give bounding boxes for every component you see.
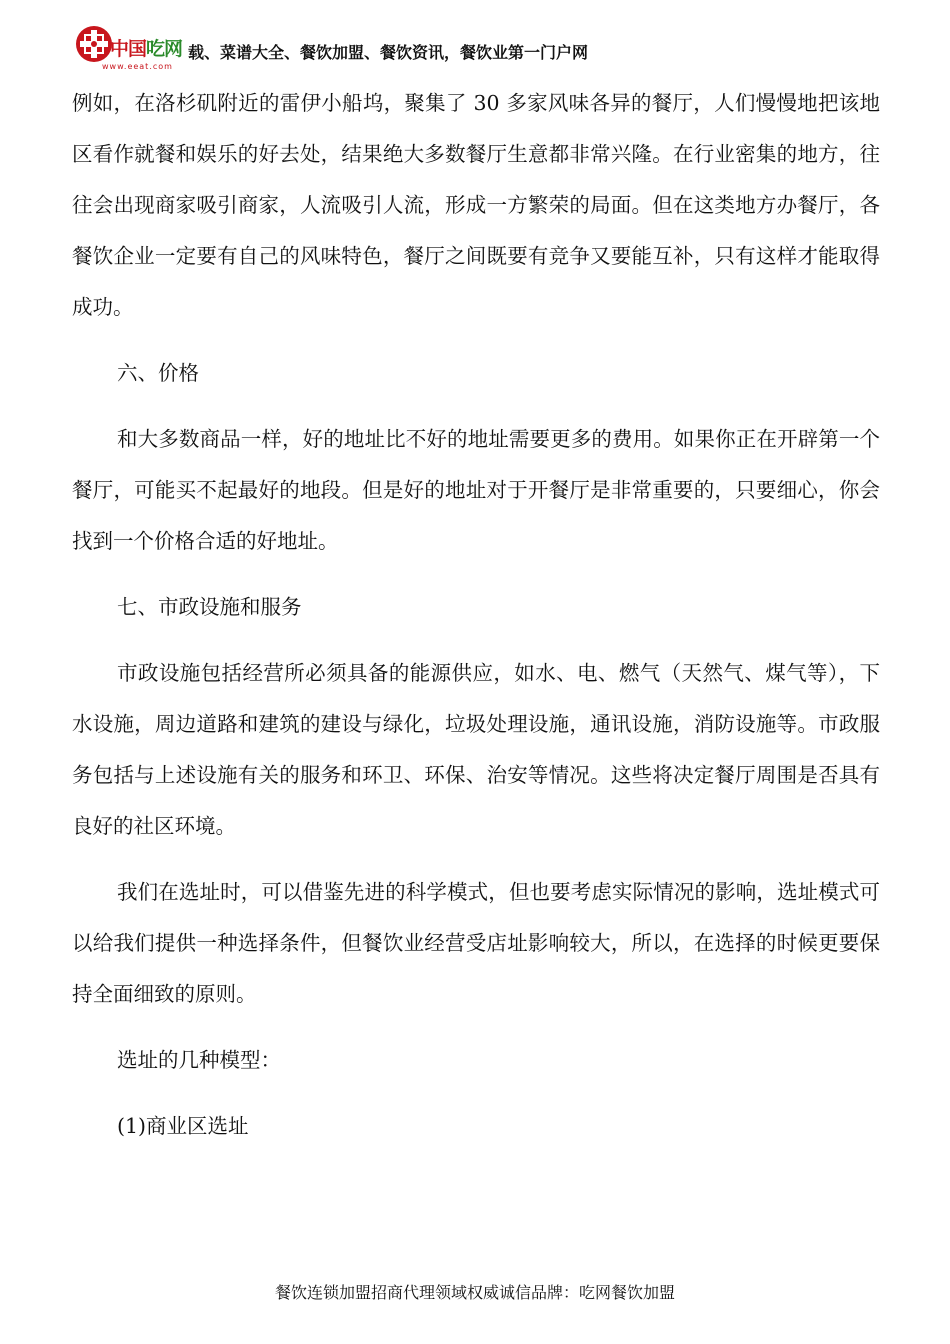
list-item-commercial-district: (1)商业区选址 [117,1114,249,1138]
logo-text-green: 吃网 [146,38,183,60]
paragraph-location-cluster: 例如，在洛杉矶附近的雷伊小船坞，聚集了 30 多家风味各异的餐厅，人们慢慢地把该地区看作就餐和娱乐的好去处，结果绝大多数餐厅生意都非常兴隆。在行业密集的地方，往往会出现商家吸引商家，人流吸引人流，形成一方繁荣的局面。但在这类地方办餐厅，各餐饮企业一定要有自己的风味特色，餐厅之间既要有竞争又要能互补，只有这样才能取得成功。 [72,91,880,319]
header-tagline: 载、菜谱大全、餐饮加盟、餐饮资讯，餐饮业第一门户网 [188,43,589,62]
paragraph-site-selection: 我们在选址时，可以借鉴先进的科学模式，但也要考虑实际情况的影响，选址模式可以给我们提供一种选择条件，但餐饮业经营受店址影响较大，所以，在选择的时候更要保持全面细致的原则。 [72,880,880,1006]
page-header [72,22,892,78]
paragraph-price: 和大多数商品一样，好的地址比不好的地址需要更多的费用。如果你正在开辟第一个餐厅，可能买不起最好的地段。但是好的地址对于开餐厅是非常重要的，只要细心，你会找到一个价格合适的好地址。 [72,427,880,553]
page-footer: 餐饮连锁加盟招商代理领域权威诚信品牌：吃网餐饮加盟 [274,1283,675,1302]
paragraph-municipal-services: 市政设施包括经营所必须具备的能源供应，如水、电、燃气（天然气、煤气等），下水设施，周边道路和建筑的建设与绿化，垃圾处理设施，通讯设施，消防设施等。市政服务包括与上述设施有关的服务和环卫、环保、治安等情况。这些将决定餐厅周围是否具有良好的社区环境。 [72,661,880,838]
heading-price: 六、价格 [117,361,199,385]
logo-text-red: 中国 [110,38,147,60]
document-body [72,78,880,1152]
paragraph-models-intro: 选址的几种模型： [117,1048,281,1072]
site-logo[interactable] [72,22,190,76]
heading-municipal-services: 七、市政设施和服务 [117,595,302,619]
logo-icon [74,24,114,64]
logo-url: www.eeat.com [102,62,173,71]
logo-wordmark [110,34,182,61]
